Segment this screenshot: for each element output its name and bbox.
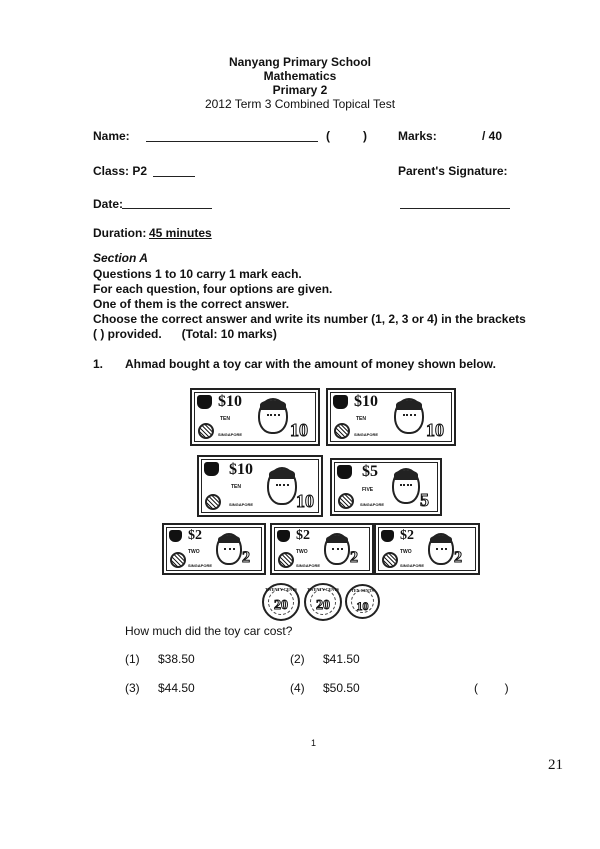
lion-head-icon	[337, 465, 352, 479]
two-dollar-note	[270, 523, 374, 575]
coat-of-arms-icon	[170, 552, 186, 568]
instruction-line: For each question, four options are given.	[93, 282, 333, 296]
option-value: $44.50	[158, 681, 195, 695]
note-word: TWO	[296, 549, 308, 555]
portrait-icon	[258, 398, 288, 434]
coin-value: 20	[316, 598, 330, 613]
class-line[interactable]	[153, 176, 195, 177]
duration-label: Duration:	[93, 226, 147, 240]
coin-text: TWENTY CENTS	[307, 587, 339, 592]
note-value: $10	[229, 461, 253, 478]
lion-head-icon	[333, 395, 348, 409]
note-singapore: SINGAPORE	[229, 502, 254, 507]
note-value: $10	[218, 393, 242, 410]
note-singapore: SINGAPORE	[360, 502, 385, 507]
question-text: Ahmad bought a toy car with the amount of money shown below.	[125, 357, 496, 371]
note-big-value: 2	[350, 549, 358, 566]
instruction-line: Questions 1 to 10 carry 1 mark each.	[93, 267, 302, 281]
ten-dollar-note	[190, 388, 320, 446]
coin-text: TEN CENTS	[351, 588, 374, 593]
date-line[interactable]	[122, 208, 212, 209]
question-prompt: How much did the toy car cost?	[125, 624, 293, 638]
option-value: $38.50	[158, 652, 195, 666]
twenty-cent-coin	[304, 583, 342, 621]
note-value: $2	[188, 528, 202, 543]
marks-label: Marks:	[398, 129, 437, 143]
lion-head-icon	[204, 462, 219, 476]
page-number: 1	[311, 738, 317, 748]
lion-head-icon	[169, 530, 182, 542]
note-value: $2	[400, 528, 414, 543]
duration-value: 45 minutes	[149, 226, 212, 240]
class-label: Class: P2	[93, 164, 148, 178]
coat-of-arms-icon	[338, 493, 354, 509]
option-number: (4)	[290, 681, 305, 695]
date-label: Date:	[93, 197, 124, 211]
coat-of-arms-icon	[198, 423, 214, 439]
question-number: 1.	[93, 357, 104, 371]
note-singapore: SINGAPORE	[400, 563, 425, 568]
note-value: $5	[362, 463, 378, 480]
lion-head-icon	[277, 530, 290, 542]
note-word: TEN	[220, 416, 230, 422]
section-title: Section A	[93, 251, 148, 265]
note-singapore: SINGAPORE	[218, 432, 243, 437]
ten-cent-coin	[345, 584, 380, 619]
test-title: 2012 Term 3 Combined Topical Test	[204, 97, 396, 111]
ten-dollar-note	[326, 388, 456, 446]
note-big-value: 10	[296, 491, 314, 511]
answer-bracket[interactable]: ( )	[474, 681, 509, 695]
five-dollar-note	[330, 458, 442, 516]
portrait-icon	[267, 467, 297, 505]
signature-line[interactable]	[400, 208, 510, 209]
note-big-value: 10	[426, 420, 444, 440]
note-big-value: 10	[290, 420, 308, 440]
coat-of-arms-icon	[382, 552, 398, 568]
note-word: TEN	[356, 416, 366, 422]
parent-signature-label: Parent's Signature:	[398, 164, 508, 178]
name-label: Name:	[93, 129, 130, 143]
portrait-icon	[428, 533, 454, 565]
note-big-value: 2	[454, 549, 462, 566]
option-number: (1)	[125, 652, 140, 666]
coat-of-arms-icon	[278, 552, 294, 568]
portrait-icon	[216, 533, 242, 565]
portrait-icon	[324, 533, 350, 565]
coat-of-arms-icon	[205, 494, 221, 510]
note-big-value: 5	[420, 490, 429, 510]
lion-head-icon	[197, 395, 212, 409]
note-singapore: SINGAPORE	[188, 563, 213, 568]
note-value: $10	[354, 393, 378, 410]
portrait-icon	[392, 468, 420, 504]
name-line[interactable]	[146, 141, 318, 142]
coin-text: TWENTY CENTS	[265, 587, 297, 592]
note-singapore: SINGAPORE	[296, 563, 321, 568]
note-word: TWO	[188, 549, 200, 555]
note-word: TEN	[231, 484, 241, 490]
note-big-value: 2	[242, 549, 250, 566]
ten-dollar-note	[197, 455, 323, 517]
two-dollar-note	[374, 523, 480, 575]
school-name: Nanyang Primary School	[228, 55, 372, 69]
level-title: Primary 2	[272, 83, 328, 97]
option-value: $50.50	[323, 681, 360, 695]
note-word: TWO	[400, 549, 412, 555]
coin-value: 10	[356, 599, 369, 613]
bracket-close: )	[363, 129, 367, 143]
handwritten-score: 21	[548, 757, 563, 773]
instruction-line: ( ) provided. (Total: 10 marks)	[93, 327, 277, 341]
option-number: (3)	[125, 681, 140, 695]
note-value: $2	[296, 528, 310, 543]
instruction-line: One of them is the correct answer.	[93, 297, 290, 311]
two-dollar-note	[162, 523, 266, 575]
coat-of-arms-icon	[334, 423, 350, 439]
lion-head-icon	[381, 530, 394, 542]
note-word: FIVE	[362, 487, 374, 493]
marks-total: / 40	[482, 129, 503, 143]
portrait-icon	[394, 398, 424, 434]
note-singapore: SINGAPORE	[354, 432, 379, 437]
coin-value: 20	[274, 598, 288, 613]
bracket-open: (	[326, 129, 330, 143]
subject-title: Mathematics	[263, 69, 337, 83]
option-value: $41.50	[323, 652, 360, 666]
twenty-cent-coin	[262, 583, 300, 621]
instruction-line: Choose the correct answer and write its number (1, 2, 3 or 4) in the brackets	[93, 312, 526, 326]
option-number: (2)	[290, 652, 305, 666]
